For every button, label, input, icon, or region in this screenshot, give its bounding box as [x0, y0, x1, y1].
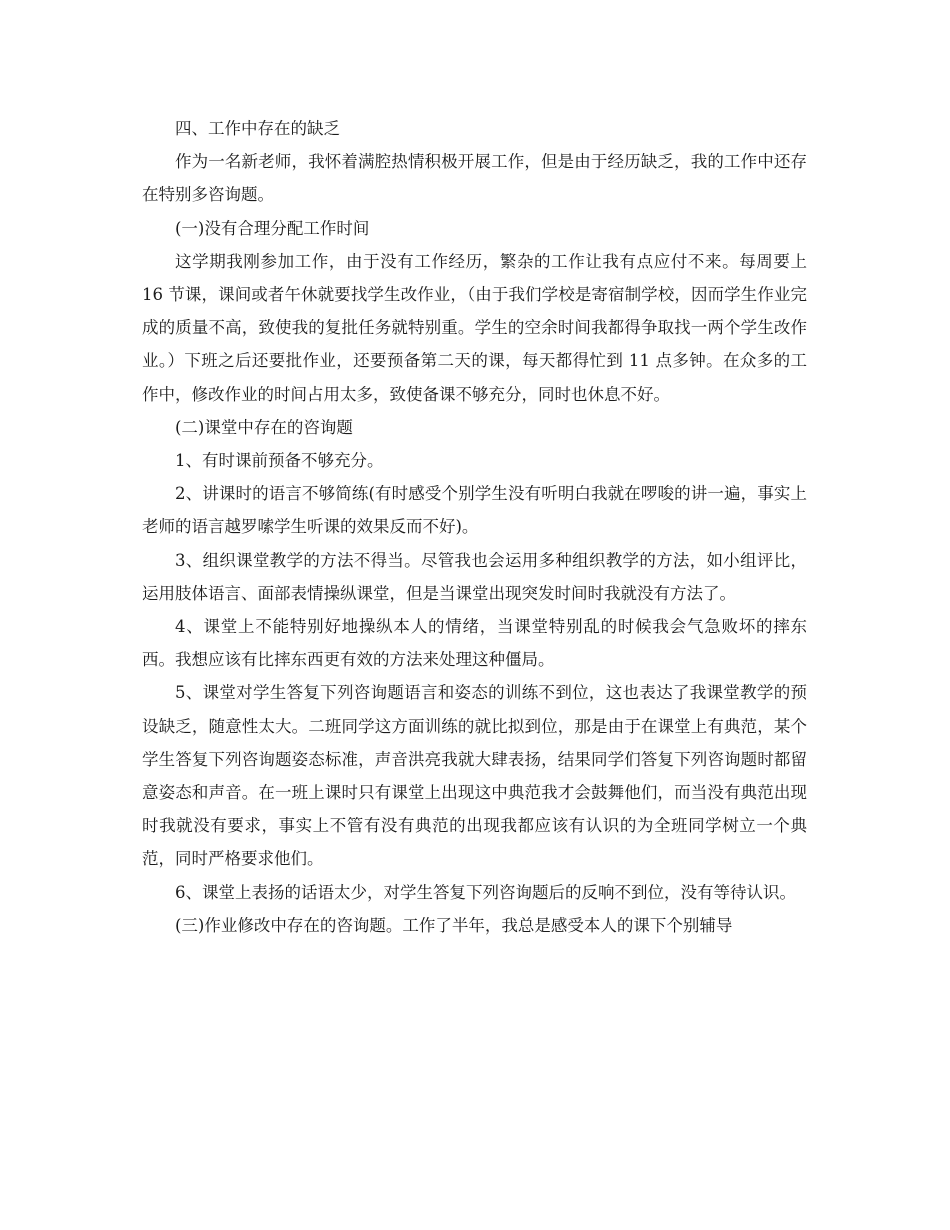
- paragraph-intro: 作为一名新老师，我怀着满腔热情积极开展工作，但是由于经历缺乏，我的工作中还存在特别多咨询题。: [142, 152, 807, 205]
- section-heading-shortcomings: 四、工作中存在的缺乏: [175, 119, 340, 138]
- document-body: [142, 112, 807, 942]
- list-item-4: 4、课堂上不能特别好地操纵本人的情绪，当课堂特别乱的时候我会气急败坏的摔东西。我想应该有比摔东西更有效的方法来处理这种僵局。: [142, 617, 807, 670]
- list-item-2: 2、讲课时的语言不够简练(有时感受个别学生没有听明白我就在啰唆的讲一遍，事实上老师的语言越罗嗦学生听课的效果反而不好)。: [142, 484, 807, 537]
- subsection-heading-classroom: (二)课堂中存在的咨询题: [175, 417, 353, 437]
- subsection-heading-time: (一)没有合理分配工作时间: [175, 218, 370, 238]
- list-item-3: 3、组织课堂教学的方法不得当。尽管我也会运用多种组织教学的方法，如小组评比，运用肢体语言、面部表情操纵课堂，但是当课堂出现突发时间时我就没有方法了。: [142, 550, 807, 603]
- list-item-1: 1、有时课前预备不够充分。: [175, 451, 384, 471]
- paragraph-time: 这学期我刚参加工作，由于没有工作经历，繁杂的工作让我有点应付不来。每周要上 16 节课，课间或者午休就要找学生改作业，（由于我们学校是寄宿制学校，因而学生作业完成的质量不高，致使我的复批任务就特别重。学生的空余时间我都得争取找一两个学生改作业。）下班之后还要批作业，还要预备第二天的课，每天都得忙到 11 点多钟。在众多的工作中，修改作业的时间占用太多，致使备课不够充分，同时也休息不好。: [142, 251, 807, 404]
- list-item-6: 6、课堂上表扬的话语太少，对学生答复下列咨询题后的反响不到位，没有等待认识。: [175, 882, 796, 902]
- list-item-5: 5、课堂对学生答复下列咨询题语言和姿态的训练不到位，这也表达了我课堂教学的预设缺乏，随意性太大。二班同学这方面训练的就比拟到位，那是由于在课堂上有典范，某个学生答复下列咨询题姿态标准，声音洪亮我就大肆表扬，结果同学们答复下列咨询题时都留意姿态和声音。在一班上课时只有课堂上出现这中典范我才会鼓舞他们，而当没有典范出现时我就没有要求，事实上不管有没有典范的出现我都应该有认识的为全班同学树立一个典范，同时严格要求他们。: [142, 683, 807, 869]
- subsection-heading-homework: (三)作业修改中存在的咨询题。工作了半年，我总是感受本人的课下个别辅导: [175, 915, 733, 935]
